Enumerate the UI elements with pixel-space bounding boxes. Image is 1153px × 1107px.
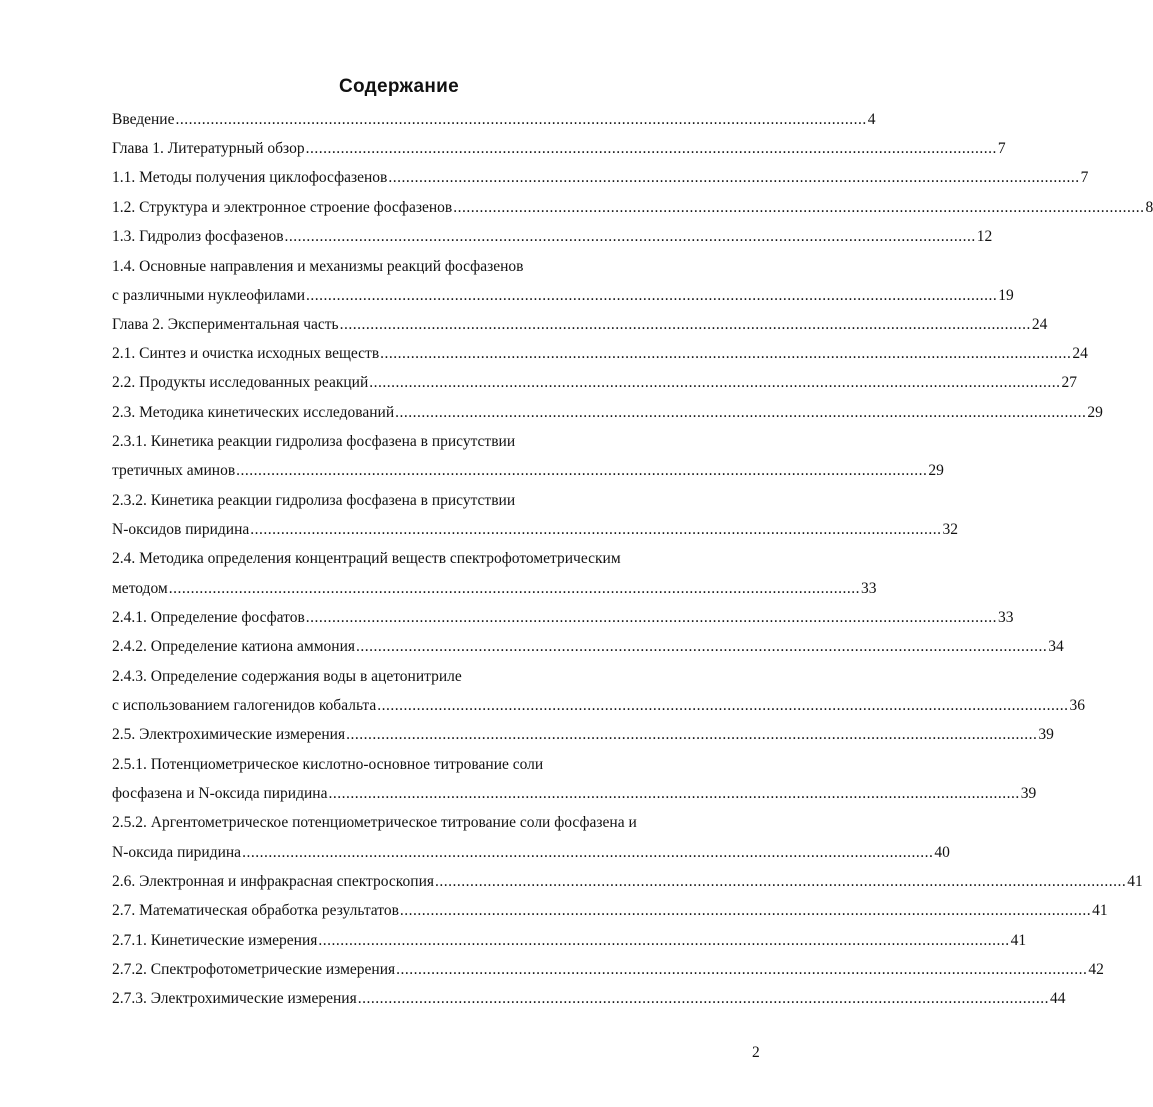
toc-entry-page: 7 xyxy=(997,140,1006,157)
dot-leader: .............................................................................................................................................................. xyxy=(435,873,1127,890)
toc-entry[interactable] xyxy=(112,959,1104,981)
toc-entry[interactable] xyxy=(112,343,1088,365)
toc-entry-label: Введение xyxy=(112,111,175,128)
toc-entry[interactable] xyxy=(112,460,944,482)
dot-leader: .............................................................................................................................................................. xyxy=(306,287,998,304)
dot-leader: .............................................................................................................................................................. xyxy=(339,316,1031,333)
toc-entry[interactable] xyxy=(112,724,1054,746)
toc-entry[interactable] xyxy=(112,226,993,248)
toc-entry-label[interactable]: 2.5.1. Потенциометрическое кислотно-основное титрование соли xyxy=(112,756,544,773)
toc-entry-label: 2.6. Электронная и инфракрасная спектроскопия xyxy=(112,873,435,890)
toc-entry-page: 33 xyxy=(998,609,1014,626)
dot-leader: .............................................................................................................................................................. xyxy=(357,990,1049,1007)
toc-entry-label: методом xyxy=(112,580,168,597)
toc-entry[interactable] xyxy=(112,607,1014,629)
toc-entry-label[interactable]: 2.4. Методика определения концентраций веществ спектрофотометрическим xyxy=(112,550,621,567)
page-title: Содержание xyxy=(338,76,460,97)
toc-entry-label: 2.4.1. Определение фосфатов xyxy=(112,609,305,626)
toc-entry-page: 39 xyxy=(1038,726,1054,743)
toc-entry[interactable] xyxy=(112,372,1077,394)
dot-leader: .............................................................................................................................................................. xyxy=(242,844,934,861)
toc-entry-page: 40 xyxy=(934,844,950,861)
dot-leader: .............................................................................................................................................................. xyxy=(236,462,928,479)
toc-entry[interactable] xyxy=(112,197,1153,219)
toc-entry[interactable] xyxy=(112,167,1089,189)
toc-entry-label: N-оксидов пиридина xyxy=(112,521,250,538)
toc-entry-page: 34 xyxy=(1048,638,1064,655)
toc-entry[interactable] xyxy=(112,109,876,131)
toc-entry-page: 44 xyxy=(1049,990,1066,1007)
dot-leader: .............................................................................................................................................................. xyxy=(168,580,860,597)
toc-entry[interactable] xyxy=(112,138,1006,160)
toc-entry-label: 2.4.2. Определение катиона аммония xyxy=(112,638,355,655)
toc-entry-label: Глава 1. Литературный обзор xyxy=(112,140,305,157)
toc-entry[interactable] xyxy=(112,871,1143,893)
toc-entry[interactable] xyxy=(112,578,877,600)
dot-leader: .............................................................................................................................................................. xyxy=(346,726,1038,743)
toc-entry-label[interactable]: 2.3.2. Кинетика реакции гидролиза фосфазена в присутствии xyxy=(112,492,516,509)
page-number: 2 xyxy=(752,1044,760,1061)
toc-entry-page: 32 xyxy=(942,521,958,538)
toc-entry-label: с использованием галогенидов кобальта xyxy=(112,697,377,714)
dot-leader: .............................................................................................................................................................. xyxy=(377,697,1069,714)
dot-leader: .............................................................................................................................................................. xyxy=(388,169,1080,186)
dot-leader: .............................................................................................................................................................. xyxy=(396,961,1088,978)
toc-entry-page: 24 xyxy=(1072,345,1088,362)
toc-entry-label: с различными нуклеофилами xyxy=(112,287,306,304)
toc-entry-page: 7 xyxy=(1080,169,1089,186)
toc-entry-label: 2.1. Синтез и очистка исходных веществ xyxy=(112,345,380,362)
dot-leader: .............................................................................................................................................................. xyxy=(175,111,867,128)
toc-entry-page: 27 xyxy=(1061,374,1077,391)
toc-entry-label[interactable]: 2.4.3. Определение содержания воды в ацетонитриле xyxy=(112,668,462,685)
toc-entry-label: третичных аминов xyxy=(112,462,236,479)
dot-leader: .............................................................................................................................................................. xyxy=(284,228,976,245)
toc-entry-page: 4 xyxy=(867,111,876,128)
toc-entry-label[interactable]: 2.3.1. Кинетика реакции гидролиза фосфазена в присутствии xyxy=(112,433,516,450)
dot-leader: .............................................................................................................................................................. xyxy=(250,521,942,538)
dot-leader: .............................................................................................................................................................. xyxy=(305,609,998,626)
toc-entry-page: 42 xyxy=(1088,961,1104,978)
dot-leader: .............................................................................................................................................................. xyxy=(399,902,1092,919)
toc-entry-label: 2.7.3. Электрохимические измерения xyxy=(112,990,357,1007)
toc-entry-label: 1.3. Гидролиз фосфазенов xyxy=(112,228,284,245)
toc-entry[interactable] xyxy=(112,842,950,864)
toc-entry[interactable] xyxy=(112,636,1064,658)
toc-entry-page: 39 xyxy=(1020,785,1037,802)
toc-entry[interactable] xyxy=(112,900,1108,922)
toc-entry-label: 2.2. Продукты исследованных реакций xyxy=(112,374,369,391)
toc-entry-page: 29 xyxy=(1087,404,1103,421)
toc-entry-page: 29 xyxy=(928,462,944,479)
toc-entry-page: 36 xyxy=(1069,697,1086,714)
dot-leader: .............................................................................................................................................................. xyxy=(380,345,1072,362)
dot-leader: .............................................................................................................................................................. xyxy=(369,374,1061,391)
toc-entry-page: 8 xyxy=(1145,199,1153,216)
toc-entry-page: 41 xyxy=(1010,932,1027,949)
toc-entry[interactable] xyxy=(112,930,1027,952)
toc-entry-page: 41 xyxy=(1092,902,1108,919)
toc-entry-page: 24 xyxy=(1031,316,1048,333)
dot-leader: .............................................................................................................................................................. xyxy=(395,404,1087,421)
toc-entry[interactable] xyxy=(112,314,1048,336)
toc-entry-label: 2.7.2. Спектрофотометрические измерения xyxy=(112,961,396,978)
toc-entry[interactable] xyxy=(112,695,1086,717)
toc-entry-label: 1.2. Структура и электронное строение фосфазенов xyxy=(112,199,453,216)
toc-entry-label: Глава 2. Экспериментальная часть xyxy=(112,316,339,333)
toc-entry-label: 1.1. Методы получения циклофосфазенов xyxy=(112,169,388,186)
toc-entry[interactable] xyxy=(112,402,1103,424)
toc-entry-label: 2.7. Математическая обработка результатов xyxy=(112,902,399,919)
dot-leader: .............................................................................................................................................................. xyxy=(356,638,1048,655)
toc-entry[interactable] xyxy=(112,519,958,541)
toc-entry-label: 2.7.1. Кинетические измерения xyxy=(112,932,318,949)
toc-entry[interactable] xyxy=(112,988,1066,1010)
toc-entry-label: фосфазена и N-оксида пиридина xyxy=(112,785,328,802)
toc-entry-label: 2.5. Электрохимические измерения xyxy=(112,726,346,743)
toc-entry-page: 33 xyxy=(860,580,877,597)
toc-entry[interactable] xyxy=(112,783,1037,805)
toc-entry-page: 41 xyxy=(1127,873,1143,890)
dot-leader: .............................................................................................................................................................. xyxy=(305,140,997,157)
toc-entry-page: 19 xyxy=(998,287,1014,304)
toc-entry-label: 2.3. Методика кинетических исследований xyxy=(112,404,395,421)
toc-entry-label: N-оксида пиридина xyxy=(112,844,242,861)
toc-entry-label[interactable]: 2.5.2. Аргентометрическое потенциометрическое титрование соли фосфазена и xyxy=(112,814,637,831)
dot-leader: .............................................................................................................................................................. xyxy=(328,785,1020,802)
toc-entry[interactable] xyxy=(112,285,1014,307)
dot-leader: .............................................................................................................................................................. xyxy=(318,932,1010,949)
dot-leader: .............................................................................................................................................................. xyxy=(453,199,1145,216)
toc-entry-page: 12 xyxy=(976,228,993,245)
toc-entry-label[interactable]: 1.4. Основные направления и механизмы реакций фосфазенов xyxy=(112,258,524,275)
